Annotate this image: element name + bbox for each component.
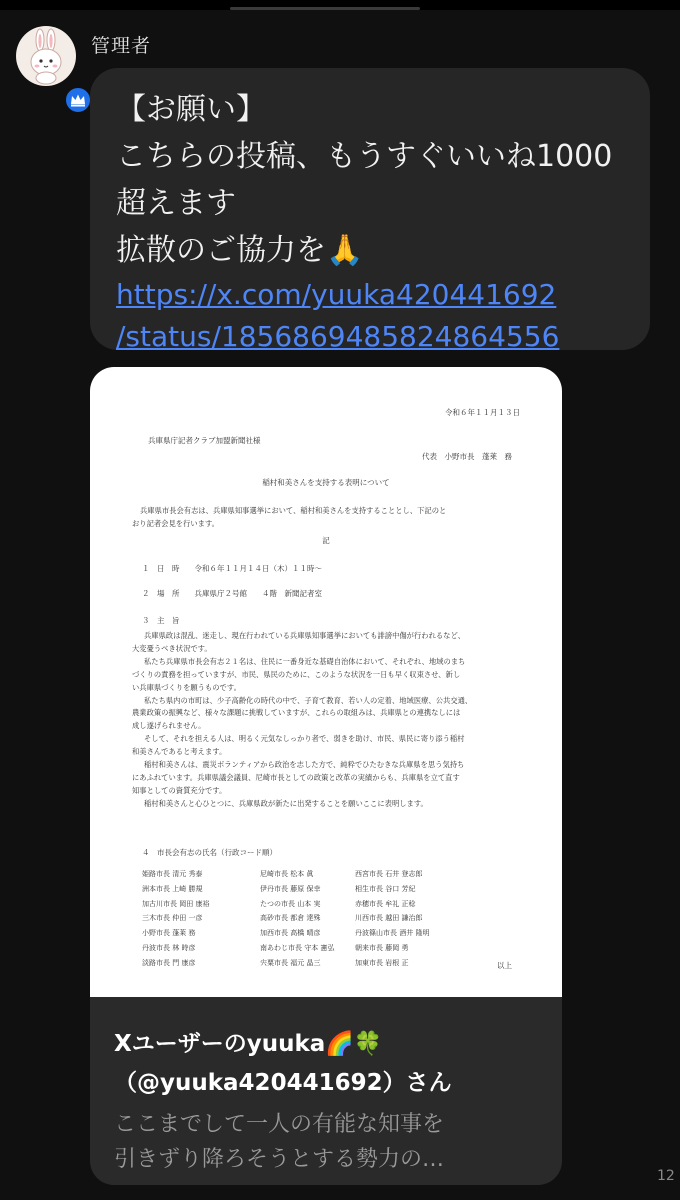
member-name: 加東市長 岩根 正 (355, 958, 409, 967)
message-bubble[interactable] (90, 68, 650, 353)
doc-ki: 記 (322, 536, 330, 545)
member-name: 淡路市長 門 康彦 (142, 958, 196, 967)
doc-line: づくりの責務を担っていますが、市民、県民のために、このような状況を一日も早く収束させ、新し (132, 669, 461, 679)
doc-line: 兵庫県市長会有志は、兵庫県知事選挙において、稲村和美さんを支持することとし、下記のと (140, 506, 447, 515)
doc-title: 稲村和美さんを支持する表明について (262, 478, 390, 487)
doc-recipient: 兵庫県庁記者クラブ加盟新聞社様 (148, 436, 261, 445)
doc-body (132, 630, 537, 811)
member-name: 南あわじ市長 守本 憲弘 (260, 943, 335, 952)
member-name: 高砂市長 都倉 達殊 (260, 914, 321, 923)
doc-line: にあふれています。兵庫県議会議員、尼崎市長としての政策と改革の実績からも、兵庫県を立て直す (132, 772, 460, 782)
member-name: 川西市長 越田 謙治郎 (355, 914, 423, 923)
member-name: 宍粟市長 福元 晶三 (260, 958, 321, 967)
member-name: たつの市長 山本 実 (260, 899, 321, 908)
doc-line: 大変憂うべき状況です。 (132, 643, 212, 653)
member-name: 小野市長 蓬莱 務 (142, 929, 196, 938)
doc-line: 成し遂げられません。 (132, 721, 206, 731)
doc-line: 農業政策の振興など、様々な課題に挑戦していますが、これらの取組みは、兵庫県との連携なしには (132, 708, 461, 718)
doc-item1: １ 日 時 令和６年１１月１４日（木）１１時～ (142, 564, 322, 573)
member-name: 加西市長 高橋 晴彦 (260, 929, 321, 938)
doc-line: そして、それを担える人は、明るく元気なしっかり者で、弱きを助け、市民、県民に寄り添う稲村 (144, 734, 465, 744)
member-name: 朝来市長 藤岡 勇 (355, 943, 409, 952)
message-line: 【お願い】 (116, 92, 266, 127)
doc-intro (132, 505, 537, 531)
crown-badge-icon (64, 86, 92, 114)
bunny-icon (16, 26, 76, 86)
member-name: 丹波篠山市長 酒井 隆明 (355, 929, 430, 938)
message-link[interactable]: /status/1856869485824864556 (116, 320, 560, 353)
doc-item2: ２ 場 所 兵庫県庁２号館 ４階 新聞記者室 (142, 589, 322, 598)
sender-name[interactable]: 管理者 (91, 35, 152, 57)
doc-item4: ４ 市長会有志の氏名（行政コード順） (142, 848, 277, 857)
page-indicator: 12 (657, 1168, 675, 1184)
link-card-description: ここまでして一人の有能な知事を (114, 1112, 445, 1137)
member-name: 尼崎市長 松本 眞 (260, 870, 314, 878)
avatar[interactable] (16, 26, 76, 86)
member-name: 加古川市長 岡田 康裕 (142, 899, 210, 908)
doc-line: い兵庫県づくりを願うものです。 (132, 682, 241, 692)
doc-line: 知事としての資質充分です。 (132, 785, 227, 795)
link-card-title: Xユーザーのyuuka🌈🍀 (114, 1031, 383, 1057)
link-card-footer[interactable] (90, 997, 562, 1185)
member-name: 西宮市長 石井 登志郎 (355, 870, 423, 878)
member-name: 洲本市長 上崎 勝規 (142, 884, 203, 893)
doc-item3: ３ 主 旨 (142, 616, 180, 625)
member-name: 伊丹市長 藤原 保幸 (260, 884, 321, 893)
message-line: 拡散のご協力を🙏 (116, 233, 364, 268)
member-name: 姫路市長 清元 秀泰 (142, 870, 203, 878)
doc-date: 令和６年１１月１３日 (445, 408, 520, 417)
doc-line: おり記者会見を行います。 (132, 518, 219, 528)
doc-line: 稲村和美さんは、震災ボランティアから政治を志した方で、純粋でひたむきな兵庫県を思う気持ち (144, 760, 465, 770)
member-name: 丹波市長 林 時彦 (142, 943, 196, 952)
doc-line: 稲村和美さんと心ひとつに、兵庫県政が新たに出発することを願いここに表明します。 (144, 798, 428, 808)
doc-line: 兵庫県政は混乱、迷走し、現在行われている兵庫県知事選挙においても誹謗中傷が行われるなど、 (144, 631, 466, 640)
doc-line: 和美さんであると考えます。 (132, 747, 227, 757)
link-card-description: 引きずり降ろそうとする勢力の… (114, 1147, 445, 1172)
member-list (142, 869, 522, 968)
link-preview-card[interactable] (90, 367, 562, 1185)
message-link[interactable]: https://x.com/yuuka420441692 (116, 278, 557, 311)
doc-sender: 代表 小野市長 蓬莱 務 (422, 452, 512, 461)
link-card-title: （@yuuka420441692）さん (114, 1070, 452, 1096)
doc-closing: 以上 (497, 961, 512, 970)
divider (230, 7, 420, 10)
top-bar (0, 0, 680, 10)
member-name: 三木市長 仲田 一彦 (142, 914, 203, 923)
message-line: 超えます (116, 186, 236, 221)
doc-line: 私たち県内の市町は、少子高齢化の時代の中で、子育て教育、若い人の定着、地域医療、公共交通、 (144, 695, 473, 705)
doc-line: 私たち兵庫県市長会有志２１名は、住民に一番身近な基礎自治体において、それぞれ、地域のまち (144, 656, 466, 666)
member-name: 相生市長 谷口 芳紀 (355, 884, 416, 893)
document-image (90, 367, 562, 997)
member-name: 赤穂市長 牟礼 正稔 (355, 899, 416, 908)
message-line: こちらの投稿、もうすぐいいね1000 (116, 139, 613, 174)
